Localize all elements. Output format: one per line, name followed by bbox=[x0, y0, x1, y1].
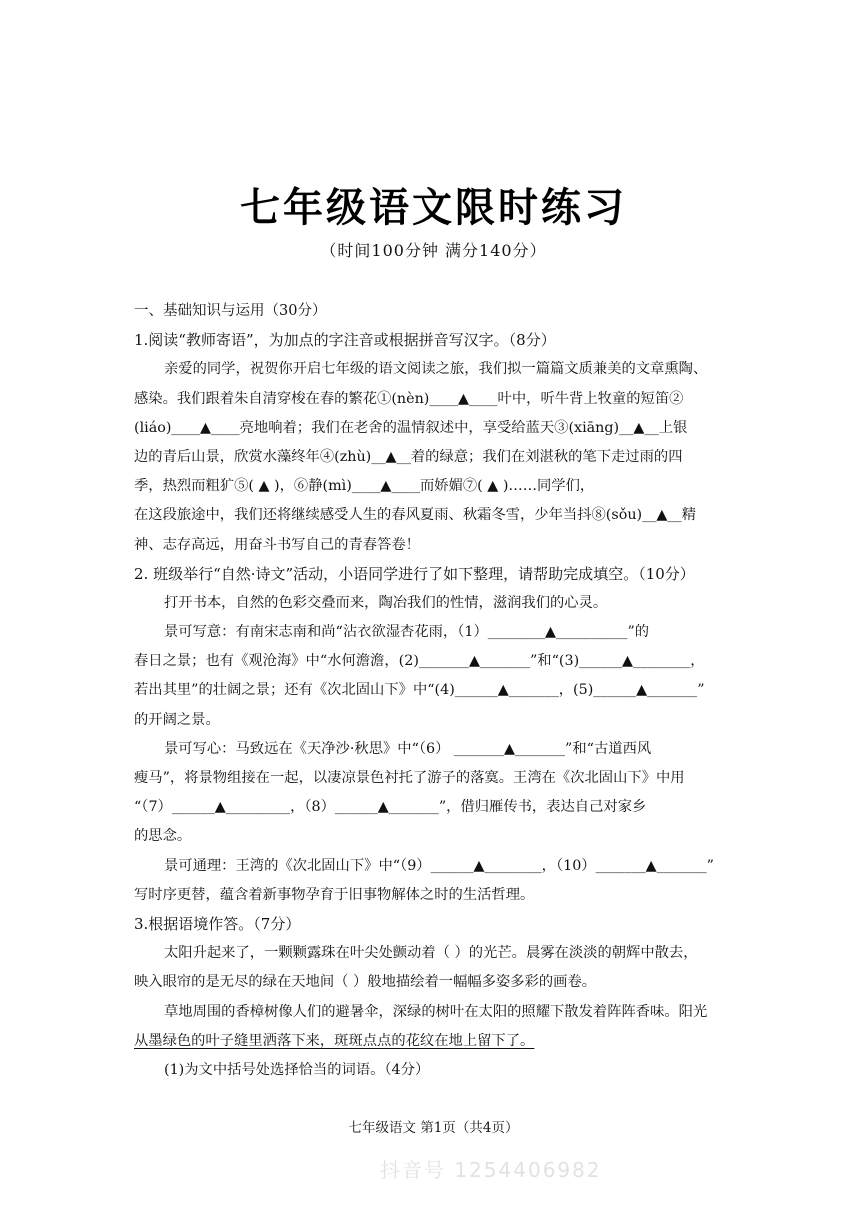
text-line: 的开阔之景。 bbox=[134, 711, 220, 728]
text-line: 亲爱的同学，祝贺你开启七年级的语文阅读之旅，我们拟一篇篇文质兼美的文章熏陶、 bbox=[164, 361, 708, 378]
text-line: 景可通理：王湾的《次北固山下》中“（9）______▲________，（10）_______▲_______” bbox=[164, 857, 714, 874]
text-line: 3.根据语境作答。（7分） bbox=[134, 914, 301, 933]
text-line: 景可写意：有南宋志南和尚“沾衣欲湿杏花雨，（1）________▲__________”的 bbox=[164, 624, 650, 641]
text-line: 打开书本，自然的色彩交叠而来，陶冶我们的性情，滋润我们的心灵。 bbox=[164, 594, 608, 611]
page-subtitle: （时间100分钟 满分140分） bbox=[320, 241, 547, 260]
text-line: 若出其里”的壮阔之景；还有《次北固山下》中“(4)______▲_______，(5)______▲_______” bbox=[134, 682, 705, 699]
text-line: 感染。我们跟着朱自清穿梭在春的繁花①(nèn)____▲____叶中，听牛背上牧童的短笛② bbox=[134, 390, 684, 407]
exam-content bbox=[134, 297, 774, 1085]
page-footer: 七年级语文 第1页（共4页） bbox=[348, 1120, 519, 1136]
text-line: (liáo)____▲____亮地响着；我们在老舍的温情叙述中，享受给蓝天③(xiāng)__▲__上银 bbox=[134, 419, 688, 436]
text-line: 瘦马”，将景物组接在一起，以凄凉景色衬托了游子的落寞。王湾在《次北固山下》中用 bbox=[134, 770, 685, 786]
text-line: (1)为文中括号处选择恰当的词语。（4分） bbox=[164, 1061, 430, 1078]
text-line: 春日之景；也有《观沧海》中“水何澹澹，(2)_______▲_______”和“(3)______▲________， bbox=[134, 653, 705, 670]
watermark: 抖音号 1254406982 bbox=[380, 1158, 602, 1182]
text-line: “（7）______▲_________，（8）______▲_______”，借归雁传书，表达自己对家乡 bbox=[134, 799, 647, 816]
text-line: 从墨绿色的叶子缝里洒落下来，斑斑点点的花纹在地上留下了。 bbox=[134, 1032, 535, 1049]
text-line: 景可写心：马致远在《天净沙·秋思》中“（6） _______▲_______”和“古道西风 bbox=[164, 740, 652, 757]
text-line: 2. 班级举行“自然·诗文”活动，小语同学进行了如下整理，请帮助完成填空。（10分） bbox=[134, 564, 695, 583]
text-line: 的思念。 bbox=[134, 828, 192, 845]
text-line: 神、志存高远，用奋斗书写自己的青春答卷！ bbox=[134, 536, 420, 553]
text-line: 在这段旅途中，我们还将继续感受人生的春风夏雨、秋霜冬雪，少年当抖⑧(sǒu)__▲__精 bbox=[134, 507, 696, 524]
page-title: 七年级语文限时练习 bbox=[240, 185, 627, 231]
text-line: 一、基础知识与运用（30分） bbox=[134, 303, 327, 319]
text-line: 映入眼帘的是无尽的绿在天地间（ ）般地描绘着一幅幅多姿多彩的画卷。 bbox=[134, 974, 597, 991]
text-line: 边的青后山景，欣赏水藻终年④(zhù)__▲__着的绿意；我们在刘湛秋的笔下走过雨的四 bbox=[134, 448, 683, 465]
text-line: 1.阅读“教师寄语”，为加点的字注音或根据拼音写汉字。（8分） bbox=[134, 331, 556, 350]
text-line: 写时序更替，蕴含着新事物孕育于旧事物解体之时的生活哲理。 bbox=[134, 886, 535, 903]
text-line: 太阳升起来了，一颗颗露珠在叶尖处颤动着（ ）的光芒。晨雾在淡淡的朝辉中散去， bbox=[164, 945, 698, 962]
text-line: 季，热烈而粗犷⑤( ▲ )，⑥静(mì)____▲____而娇媚⑦( ▲ )……同学们， bbox=[134, 478, 595, 495]
text-line: 草地周围的香樟树像人们的避暑伞，深绿的树叶在太阳的照耀下散发着阵阵香味。阳光 bbox=[164, 1003, 708, 1020]
